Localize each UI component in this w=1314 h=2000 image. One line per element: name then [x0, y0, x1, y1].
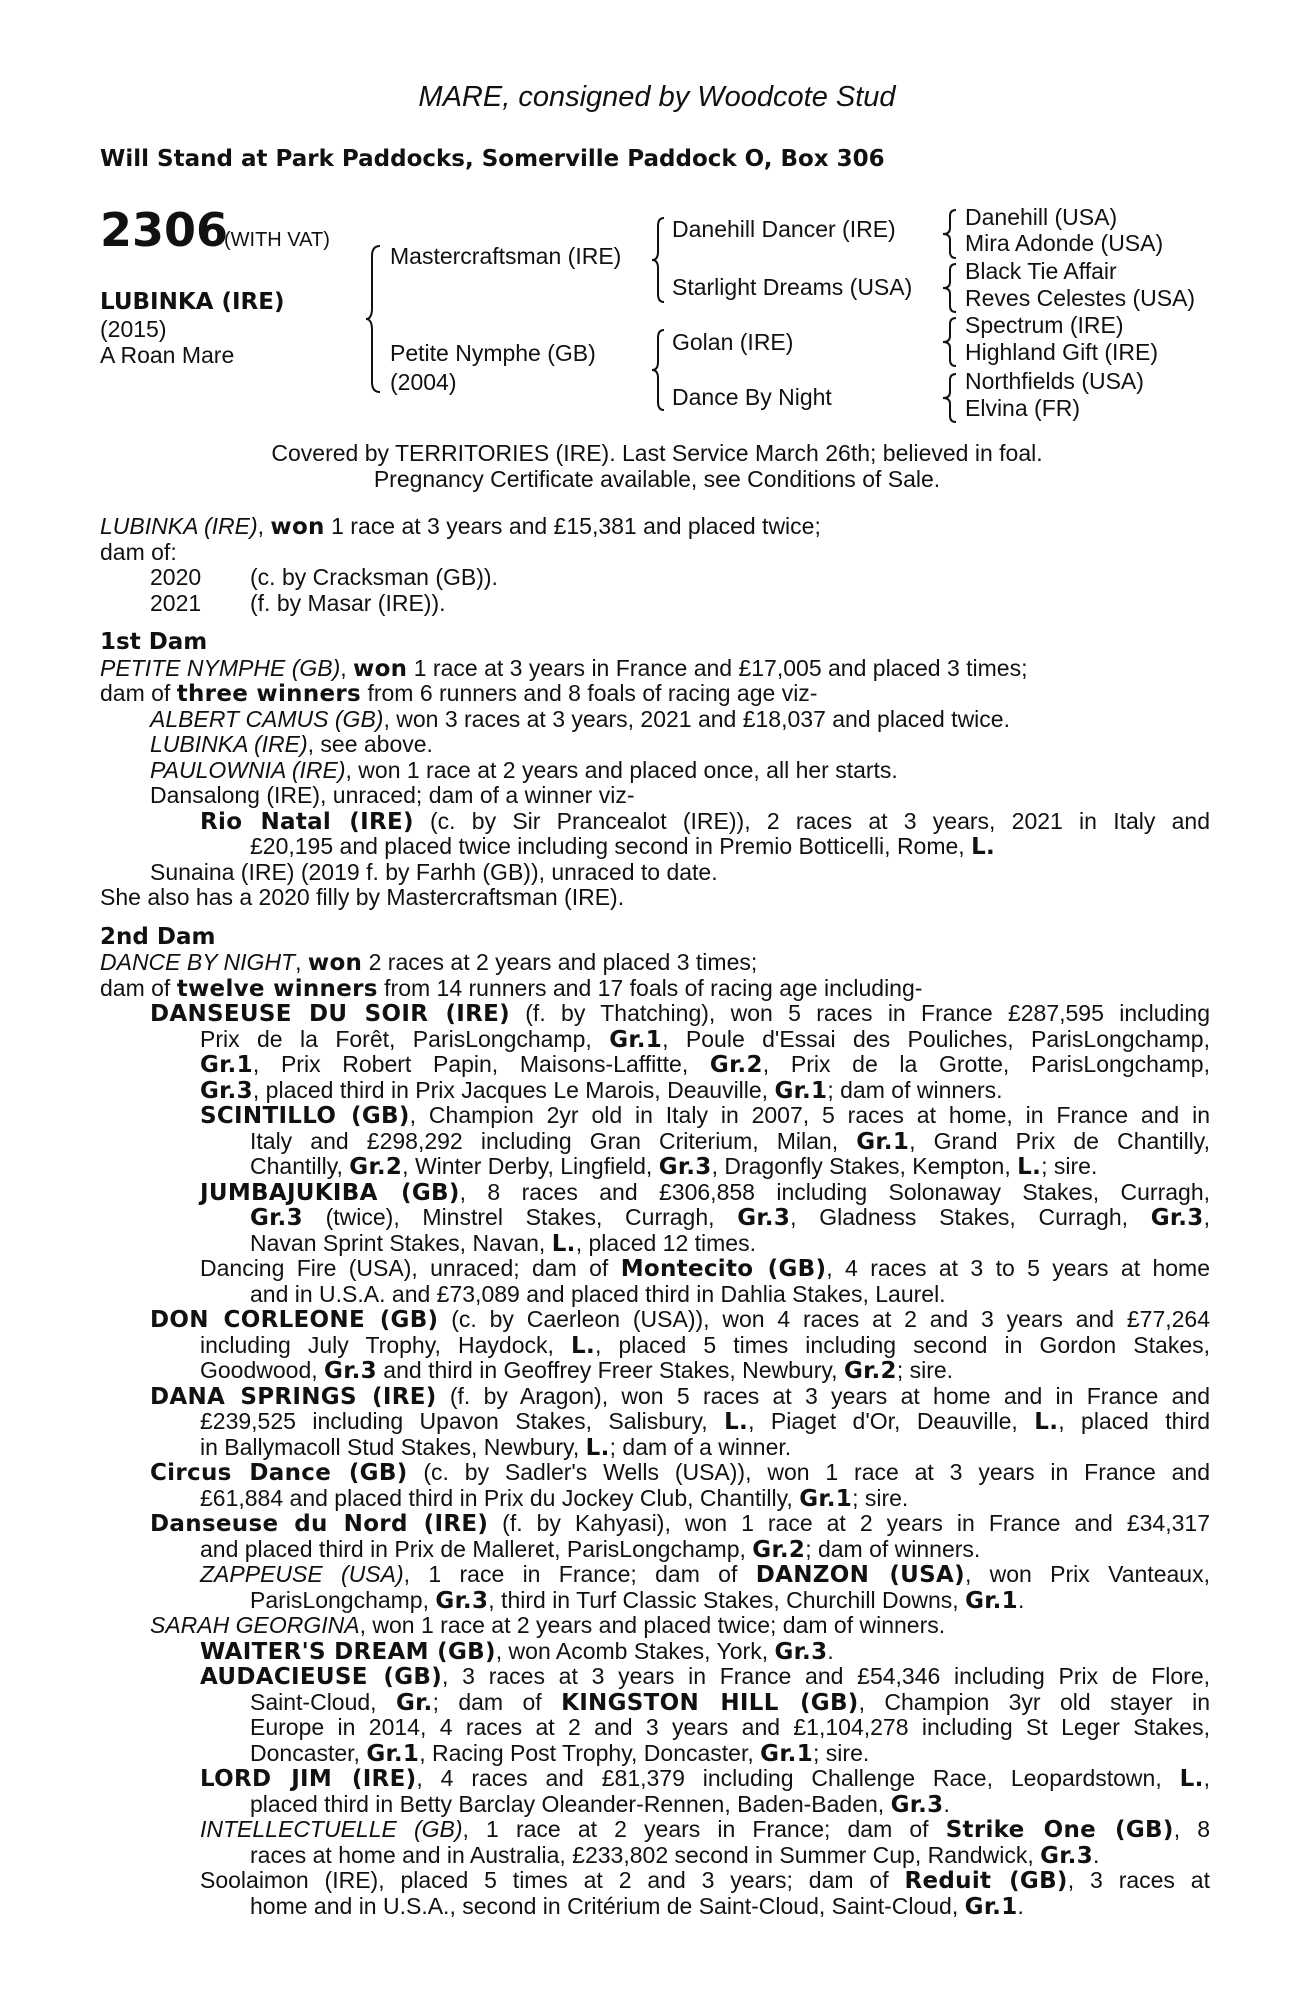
text: and third in Geoffrey Freer Stakes, Newbury, [376, 1357, 844, 1383]
second-dam-line [100, 1333, 1210, 1359]
first-dam-line: Sunaina (IRE) (2019 f. by Farhh (GB)), unraced to date. [150, 858, 718, 885]
second-dam-line [100, 1052, 1210, 1078]
text: , 4 races and £81,379 including Challenge Race, Leopardstown, [416, 1766, 1180, 1791]
text: , placed 12 times. [575, 1229, 756, 1256]
separator: , [340, 654, 354, 681]
text: , Prix Robert Papin, Maisons-Laffitte, [252, 1052, 710, 1077]
second-dam-line: and in U.S.A. and £73,089 and placed third in Dahlia Stakes, Laurel. [250, 1280, 946, 1307]
pedigree-g6: Highland Gift (IRE) [965, 339, 1159, 365]
pedigree-dam-sire: Golan (IRE) [672, 329, 794, 355]
second-dam-line [100, 1843, 1210, 1869]
text: , 1 race in France; dam of [403, 1562, 756, 1587]
pedigree-dam-dam: Dance By Night [672, 384, 832, 410]
text: , Champion 2yr old in Italy in 2007, 5 races at home, in France and in [409, 1103, 1210, 1128]
pedigree-dam: Petite Nymphe (GB) [390, 340, 596, 366]
progeny-name: WAITER'S DREAM (GB) [200, 1638, 496, 1665]
grade: Gr.3 [250, 1205, 303, 1231]
text: Dancing Fire (USA), unraced; dam of [200, 1256, 621, 1281]
second-dam-line [100, 1256, 1210, 1282]
brace-dam-line [650, 328, 670, 412]
text: , Gladness Stakes, Curragh, [790, 1205, 1151, 1230]
text: Goodwood, [200, 1357, 325, 1383]
text: , third in Turf Classic Stakes, Churchill Downs, [488, 1586, 966, 1613]
text: , won Prix Vanteaux, [964, 1562, 1210, 1587]
second-dam-line [100, 1460, 1210, 1486]
second-dam-line [100, 1613, 1210, 1639]
second-dam-line [100, 1511, 1210, 1537]
text: , placed 5 times including second in Gordon Stakes, [594, 1332, 1210, 1358]
progeny-name: ALBERT CAMUS (GB) [150, 705, 384, 732]
pedigree-sire-dam: Starlight Dreams (USA) [672, 274, 913, 300]
second-dam-line [100, 1588, 1210, 1614]
grade: L. [570, 1332, 595, 1358]
pregnancy-line: Pregnancy Certificate available, see Conditions of Sale. [373, 466, 941, 492]
text: ParisLongchamp, [250, 1586, 436, 1613]
grade: Gr.3 [890, 1791, 944, 1818]
text: , [1203, 1766, 1210, 1791]
grade: L. [551, 1230, 576, 1257]
pedigree-sire-sire: Danehill Dancer (IRE) [672, 216, 896, 242]
progeny-name: DANA SPRINGS (IRE) [150, 1383, 437, 1409]
text: (c. by Sir Prancealot (IRE)), 2 races at 3 years, 2021 in Italy and [413, 808, 1210, 834]
text: Navan Sprint Stakes, Navan, [250, 1229, 552, 1256]
progeny-name: JUMBAJUKIBA (GB) [200, 1179, 460, 1205]
text: . [1017, 1892, 1024, 1919]
grade: L. [724, 1409, 749, 1435]
progeny-name: Circus Dance (GB) [150, 1460, 408, 1486]
text: , Prix de la Grotte, ParisLongchamp, [762, 1052, 1210, 1077]
pedigree-g8: Elvina (FR) [965, 395, 1081, 421]
grade: Gr.1 [856, 1128, 910, 1154]
grade: Gr.3 [324, 1358, 377, 1384]
first-dam-record: 1 race at 3 years in France and £17,005 and placed 3 times; [407, 654, 1028, 681]
progeny-name: LUBINKA (IRE) [150, 731, 308, 757]
text: dam of [100, 680, 177, 706]
second-dam-line [100, 1690, 1210, 1716]
text: races at home and in Australia, £233,802 second in Summer Cup, Randwick, [250, 1841, 1041, 1868]
pedigree-g7: Northfields (USA) [965, 368, 1144, 394]
brace-sire-line [650, 216, 670, 304]
text: 2 races at 2 years and placed 3 times; [362, 949, 758, 975]
grade: Gr.3 [658, 1154, 712, 1180]
grade: L. [1034, 1409, 1059, 1435]
grade: Gr.2 [752, 1536, 806, 1563]
progeny-name: SCINTILLO (GB) [200, 1103, 410, 1129]
text: dam of [100, 974, 177, 1001]
brace-g2 [940, 262, 962, 314]
second-dam-line [100, 1027, 1210, 1053]
grade: Gr.3 [1040, 1842, 1093, 1869]
first-dam-line [100, 707, 1210, 733]
text: , Dragonfly Stakes, Kempton, [711, 1153, 1018, 1179]
grade: Gr.1 [964, 1893, 1018, 1920]
text: Soolaimon (IRE), placed 5 times at 2 and 3 years; dam of [200, 1868, 905, 1893]
text: ; sire. [852, 1484, 909, 1511]
first-dam-line [100, 834, 1210, 860]
produce-intro-text: 1 race at 3 years and £15,381 and placed twice; [324, 513, 821, 539]
text: , Poule d'Essai des Pouliches, ParisLongchamp, [662, 1026, 1210, 1052]
progeny-name: AUDACIEUSE (GB) [200, 1664, 443, 1690]
dam-name: DANCE BY NIGHT [100, 949, 296, 975]
text: . [827, 1637, 834, 1664]
second-dam-line [100, 1486, 1210, 1512]
text: from 14 runners and 17 foals of racing age including- [377, 974, 923, 1001]
second-dam-line [100, 1129, 1210, 1155]
text: ; sire. [896, 1357, 954, 1383]
text: , won Acomb Stakes, York, [495, 1637, 775, 1664]
grade: Gr.3 [774, 1638, 828, 1665]
text: (twice), Minstrel Stakes, Curragh, [302, 1205, 738, 1230]
text: (c. by Sadler's Wells (USA)), won 1 race at 3 years in France and [407, 1460, 1210, 1485]
horse-description: A Roan Mare [100, 342, 235, 368]
foal-text: (f. by Masar (IRE)). [250, 589, 446, 616]
dam-of-label: dam of: [100, 538, 177, 565]
won-label: won [307, 950, 363, 976]
progeny-name: DANSEUSE DU SOIR (IRE) [150, 1001, 510, 1027]
first-dam-line [100, 732, 1210, 758]
stand-location: Will Stand at Park Paddocks, Somerville Paddock O, Box 306 [100, 146, 885, 172]
grade: Gr.1 [760, 1740, 814, 1767]
text: , 3 races at [1067, 1868, 1210, 1893]
covering-note [0, 440, 1314, 492]
second-dam-line [100, 1180, 1210, 1206]
consignor-line: MARE, consigned by Woodcote Stud [418, 81, 896, 113]
text: placed third in Betty Barclay Oleander-Rennen, Baden-Baden, [250, 1790, 891, 1817]
text: , see above. [307, 731, 433, 757]
produce-intro: LUBINKA (IRE), won 1 race at 3 years and £15,381 and placed twice; [100, 513, 821, 540]
progeny-name: Rio Natal (IRE) [200, 808, 414, 834]
second-dam-line [100, 1664, 1210, 1690]
winners-count: three winners [176, 681, 362, 707]
text: ; dam of a winner. [609, 1433, 792, 1460]
second-dam-line [100, 1766, 1210, 1792]
first-dam-line: Dansalong (IRE), unraced; dam of a winner viz- [150, 782, 635, 808]
second-dam-line [100, 1103, 1210, 1129]
grade: Gr.1 [774, 1077, 828, 1104]
brace-g3 [940, 316, 962, 368]
second-dam-line [100, 1307, 1210, 1333]
text: Italy and £298,292 including Gran Criterium, Milan, [250, 1128, 857, 1154]
second-dam-line [100, 1894, 1210, 1920]
text: , Grand Prix de Chantilly, [909, 1128, 1210, 1154]
grade: Gr.1 [965, 1587, 1018, 1614]
text: . [943, 1790, 950, 1817]
foal-year: 2020 [150, 564, 202, 590]
text: , placed third [1058, 1409, 1210, 1434]
text: home and in U.S.A., second in Critérium de Saint-Cloud, Saint-Cloud, [250, 1892, 965, 1919]
text: in Ballymacoll Stud Stakes, Newbury, [200, 1433, 586, 1460]
pedigree-g3: Black Tie Affair [965, 258, 1117, 284]
text: ; sire. [1041, 1153, 1098, 1179]
grade: L. [585, 1434, 610, 1461]
brace-g1 [940, 208, 962, 260]
grade: Gr.3 [1150, 1205, 1204, 1231]
text: , won 1 race at 2 years and placed once, all her starts. [345, 756, 898, 783]
text: , won 3 races at 3 years, 2021 and £18,037 and placed twice. [383, 705, 1010, 732]
second-dam-line [100, 1562, 1210, 1588]
progeny-name: Reduit (GB) [904, 1868, 1068, 1894]
second-dam-line [100, 1435, 1210, 1461]
grade: Gr.3 [435, 1587, 489, 1614]
grade: L. [1017, 1154, 1042, 1180]
text: ; dam of [432, 1689, 562, 1715]
first-dam-line [100, 758, 1210, 784]
text: , [1203, 1205, 1210, 1230]
first-dam-line: She also has a 2020 filly by Mastercraftsman (IRE). [100, 884, 625, 910]
text: Doncaster, [250, 1739, 367, 1766]
pedigree-g2: Mira Adonde (USA) [965, 230, 1164, 256]
text: Prix de la Forêt, ParisLongchamp, [200, 1026, 610, 1052]
second-dam-line: Europe in 2014, 4 races at 2 and 3 years and £1,104,278 including St Leger Stakes, [250, 1715, 1210, 1740]
second-dam-line [100, 1154, 1210, 1180]
progeny-name: PAULOWNIA (IRE) [150, 756, 346, 783]
dam-name: PETITE NYMPHE (GB) [100, 654, 341, 681]
text: , Racing Post Trophy, Doncaster, [419, 1739, 761, 1766]
foal-text: (c. by Cracksman (GB)). [250, 564, 498, 590]
text: ; sire. [813, 1739, 870, 1766]
produce-item [100, 591, 1210, 617]
progeny-name: Montecito (GB) [620, 1256, 827, 1282]
text: (f. by Aragon), won 5 races at 3 years at home and in France and [436, 1383, 1210, 1409]
text: Saint-Cloud, [250, 1689, 396, 1715]
lot-number: 2306 [100, 203, 229, 257]
produce-item [100, 565, 1210, 591]
brace-first-gen [364, 244, 386, 394]
text: , 1 race at 2 years in France; dam of [462, 1817, 946, 1842]
text: , Piaget d'Or, Deauville, [748, 1409, 1035, 1434]
text: £20,195 and placed twice including second in Premio Botticelli, Rome, [250, 833, 972, 859]
grade: L. [971, 834, 996, 860]
progeny-name: ZAPPEUSE (USA) [200, 1562, 404, 1587]
second-dam-line [100, 1001, 1210, 1027]
second-dam-line [100, 1205, 1210, 1231]
text: , 8 [1173, 1817, 1210, 1842]
text: . [1093, 1841, 1100, 1868]
pedigree-sire: Mastercraftsman (IRE) [390, 243, 622, 269]
first-dam-line [100, 681, 1210, 707]
second-dam-line [100, 1868, 1210, 1894]
grade: Gr.3 [200, 1077, 253, 1104]
foal-year: 2021 [150, 589, 202, 616]
progeny-name: SARAH GEORGINA [150, 1612, 360, 1638]
progeny-name: Danseuse du Nord (IRE) [150, 1511, 489, 1537]
second-dam-line [100, 1409, 1210, 1435]
horse-name-ref: LUBINKA (IRE) [100, 513, 258, 539]
text: £61,884 and placed third in Prix du Jockey Club, Chantilly, [200, 1484, 800, 1511]
second-dam-line: DANCE BY NIGHT, won 2 races at 2 years and placed 3 times; [100, 949, 758, 976]
progeny-name: LORD JIM (IRE) [200, 1766, 417, 1792]
text: and placed third in Prix de Malleret, ParisLongchamp, [200, 1535, 753, 1562]
first-dam-line [100, 656, 1210, 682]
grade: Gr.1 [200, 1052, 253, 1078]
grade: Gr.2 [349, 1154, 403, 1180]
progeny-name: KINGSTON HILL (GB) [561, 1689, 859, 1715]
grade: Gr.1 [799, 1485, 853, 1512]
second-dam-line [100, 1078, 1210, 1104]
second-dam-line [100, 1358, 1210, 1384]
text: , won 1 race at 2 years and placed twice; dam of winners. [359, 1612, 946, 1638]
text: . [1017, 1586, 1025, 1613]
catalogue-body [100, 514, 1210, 1919]
text: , 8 races and £306,858 including Solonaway Stakes, Curragh, [459, 1179, 1210, 1205]
grade: Gr.3 [737, 1205, 791, 1231]
text: ; dam of winners. [827, 1076, 1003, 1103]
first-dam-heading: 1st Dam [100, 629, 208, 655]
text: (f. by Kahyasi), won 1 race at 2 years in France and £34,317 [488, 1511, 1210, 1536]
grade: L. [1179, 1766, 1204, 1792]
grade: Gr.2 [843, 1358, 897, 1384]
second-dam-line [100, 1231, 1210, 1257]
progeny-name: Strike One (GB) [945, 1817, 1174, 1843]
pedigree-g5: Spectrum (IRE) [965, 312, 1124, 338]
second-dam-line [100, 976, 1210, 1002]
progeny-name: DON CORLEONE (GB) [150, 1307, 439, 1333]
progeny-name: DANZON (USA) [755, 1562, 965, 1588]
second-dam-line [100, 1817, 1210, 1843]
text: (c. by Caerleon (USA)), won 4 races at 2 and 3 years and £77,264 [438, 1307, 1210, 1332]
won-label: won [270, 514, 325, 540]
horse-name: LUBINKA (IRE) [100, 289, 285, 315]
second-dam-line [100, 1639, 1210, 1665]
text: including July Trophy, Haydock, [200, 1332, 571, 1358]
text: , placed third in Prix Jacques Le Marois, Deauville, [252, 1076, 775, 1103]
second-dam-heading: 2nd Dam [100, 923, 216, 950]
covering-line: Covered by TERRITORIES (IRE). Last Service March 26th; believed in foal. [271, 440, 1043, 466]
second-dam-line [100, 1792, 1210, 1818]
text: , 3 races at 3 years in France and £54,346 including Prix de Flore, [442, 1664, 1210, 1689]
text: ; dam of winners. [805, 1535, 981, 1562]
pedigree-g1: Danehill (USA) [965, 204, 1118, 230]
text: , Winter Derby, Lingfield, [402, 1153, 659, 1179]
progeny-name: INTELLECTUELLE (GB) [200, 1817, 463, 1842]
pedigree-dam-year: (2004) [390, 369, 457, 395]
text: £239,525 including Upavon Stakes, Salisbury, [200, 1409, 725, 1434]
grade: Gr. [395, 1689, 433, 1715]
second-dam-line [100, 1537, 1210, 1563]
horse-year: (2015) [100, 316, 167, 342]
first-dam-line [100, 809, 1210, 835]
brace-g4 [940, 372, 962, 424]
text: , Champion 3yr old stayer in [858, 1689, 1210, 1715]
winners-count: twelve winners [176, 975, 378, 1002]
pedigree-g4: Reves Celestes (USA) [965, 285, 1196, 311]
text: Chantilly, [250, 1153, 350, 1179]
vat-note: (WITH VAT) [224, 229, 330, 251]
grade: Gr.1 [609, 1026, 663, 1052]
grade: Gr.2 [709, 1052, 763, 1078]
second-dam-line [100, 1741, 1210, 1767]
text: from 6 runners and 8 foals of racing age viz- [361, 680, 818, 706]
text: , 4 races at 3 to 5 years at home [826, 1256, 1210, 1281]
text: (f. by Thatching), won 5 races in France £287,595 including [509, 1001, 1210, 1026]
won-label: won [353, 655, 408, 682]
second-dam-line [100, 1384, 1210, 1410]
grade: Gr.1 [366, 1740, 420, 1767]
